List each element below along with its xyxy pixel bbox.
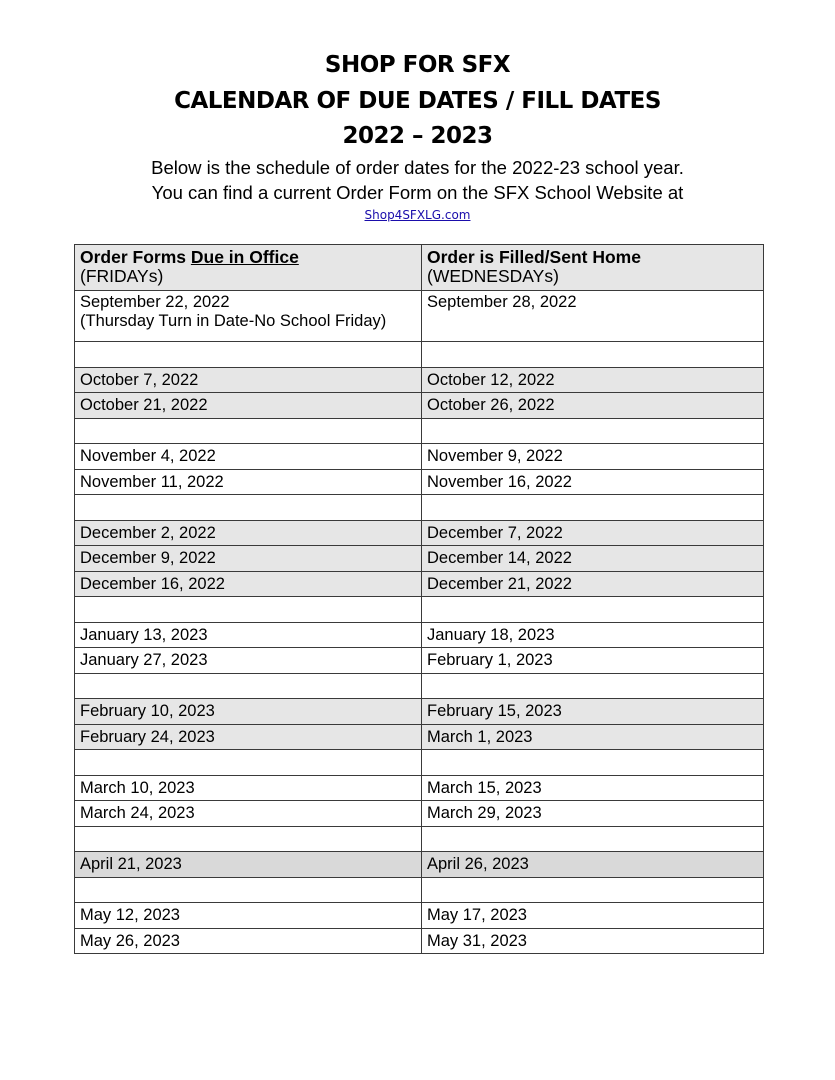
table-row [75, 571, 764, 597]
filled-date-cell [422, 342, 764, 368]
due-date-cell: February 10, 2023 [75, 699, 422, 725]
filled-date-cell: March 29, 2023 [422, 801, 764, 827]
due-date-cell: March 24, 2023 [75, 801, 422, 827]
due-date-cell: May 12, 2023 [75, 903, 422, 929]
table-row [75, 699, 764, 725]
table-row [75, 469, 764, 495]
filled-date-cell: February 1, 2023 [422, 648, 764, 674]
due-date-cell [75, 291, 422, 342]
due-date-cell: October 21, 2022 [75, 393, 422, 419]
header-filled-sent-home [422, 245, 764, 291]
due-date-cell: November 4, 2022 [75, 444, 422, 470]
filled-date-cell: February 15, 2023 [422, 699, 764, 725]
filled-date-cell: May 31, 2023 [422, 928, 764, 954]
header-due-prefix: Order Forms [80, 247, 191, 267]
due-date-cell: January 27, 2023 [75, 648, 422, 674]
filled-date-cell [422, 495, 764, 521]
due-date-cell: February 24, 2023 [75, 724, 422, 750]
table-row [75, 775, 764, 801]
due-date-cell [75, 826, 422, 852]
page-subtitle: CALENDAR OF DUE DATES / FILL DATES [174, 88, 661, 114]
filled-date-cell [422, 877, 764, 903]
filled-date-cell [422, 291, 764, 342]
due-date-cell: May 26, 2023 [75, 928, 422, 954]
header-due-underlined: Due in Office [190, 247, 299, 267]
filled-date-cell: May 17, 2023 [422, 903, 764, 929]
table-row [75, 622, 764, 648]
filled-date-cell: December 14, 2022 [422, 546, 764, 572]
header-due-sub: (FRIDAYs) [80, 266, 164, 286]
website-link-container [0, 207, 835, 223]
due-date-note: (Thursday Turn in Date-No School Friday) [80, 312, 387, 330]
due-date-cell: December 9, 2022 [75, 546, 422, 572]
spacer-row [75, 597, 764, 623]
filled-date-cell: October 12, 2022 [422, 367, 764, 393]
table-row [75, 903, 764, 929]
due-date-cell: October 7, 2022 [75, 367, 422, 393]
filled-date-cell [422, 673, 764, 699]
filled-date-cell: January 18, 2023 [422, 622, 764, 648]
filled-date-cell [422, 826, 764, 852]
filled-date-cell: November 16, 2022 [422, 469, 764, 495]
filled-date: September 28, 2022 [427, 293, 577, 311]
table-row [75, 393, 764, 419]
table-row [75, 852, 764, 878]
due-date-cell: December 16, 2022 [75, 571, 422, 597]
due-date-cell [75, 342, 422, 368]
filled-date-cell [422, 750, 764, 776]
spacer-row [75, 673, 764, 699]
spacer-row [75, 826, 764, 852]
filled-date-cell [422, 418, 764, 444]
header-filled-title: Order is Filled/Sent Home [427, 247, 641, 267]
intro-text-line-2: You can find a current Order Form on the SFX School Website at [151, 182, 684, 203]
header-filled-sub: (WEDNESDAYs) [427, 266, 559, 286]
header-due-in-office [75, 245, 422, 291]
spacer-row [75, 342, 764, 368]
table-row [75, 520, 764, 546]
table-row [75, 444, 764, 470]
due-date-cell: April 21, 2023 [75, 852, 422, 878]
table-row [75, 724, 764, 750]
due-date-cell: March 10, 2023 [75, 775, 422, 801]
table-row [75, 367, 764, 393]
spacer-row [75, 750, 764, 776]
filled-date-cell: December 7, 2022 [422, 520, 764, 546]
filled-date-cell [422, 597, 764, 623]
due-date-cell: January 13, 2023 [75, 622, 422, 648]
filled-date-cell: April 26, 2023 [422, 852, 764, 878]
due-date-cell: December 2, 2022 [75, 520, 422, 546]
due-date-cell [75, 597, 422, 623]
table-row [75, 648, 764, 674]
filled-date-cell: November 9, 2022 [422, 444, 764, 470]
due-date-cell [75, 418, 422, 444]
table-header-row [75, 245, 764, 291]
table-row [75, 291, 764, 342]
page-title: SHOP FOR SFX [324, 52, 511, 78]
due-date-cell [75, 877, 422, 903]
due-date-cell [75, 750, 422, 776]
table-row [75, 546, 764, 572]
table-row [75, 928, 764, 954]
due-dates-table [74, 244, 764, 954]
spacer-row [75, 418, 764, 444]
due-date: September 22, 2022 [80, 293, 230, 311]
filled-date-cell: December 21, 2022 [422, 571, 764, 597]
school-year-heading: 2022 – 2023 [342, 123, 493, 149]
website-link[interactable]: Shop4SFXLG.com [364, 208, 471, 222]
due-date-cell [75, 495, 422, 521]
intro-text-line-1: Below is the schedule of order dates for the 2022-23 school year. [151, 157, 684, 178]
filled-date-cell: March 15, 2023 [422, 775, 764, 801]
table-row [75, 801, 764, 827]
filled-date-cell: March 1, 2023 [422, 724, 764, 750]
due-date-cell [75, 673, 422, 699]
spacer-row [75, 495, 764, 521]
spacer-row [75, 877, 764, 903]
filled-date-cell: October 26, 2022 [422, 393, 764, 419]
due-date-cell: November 11, 2022 [75, 469, 422, 495]
